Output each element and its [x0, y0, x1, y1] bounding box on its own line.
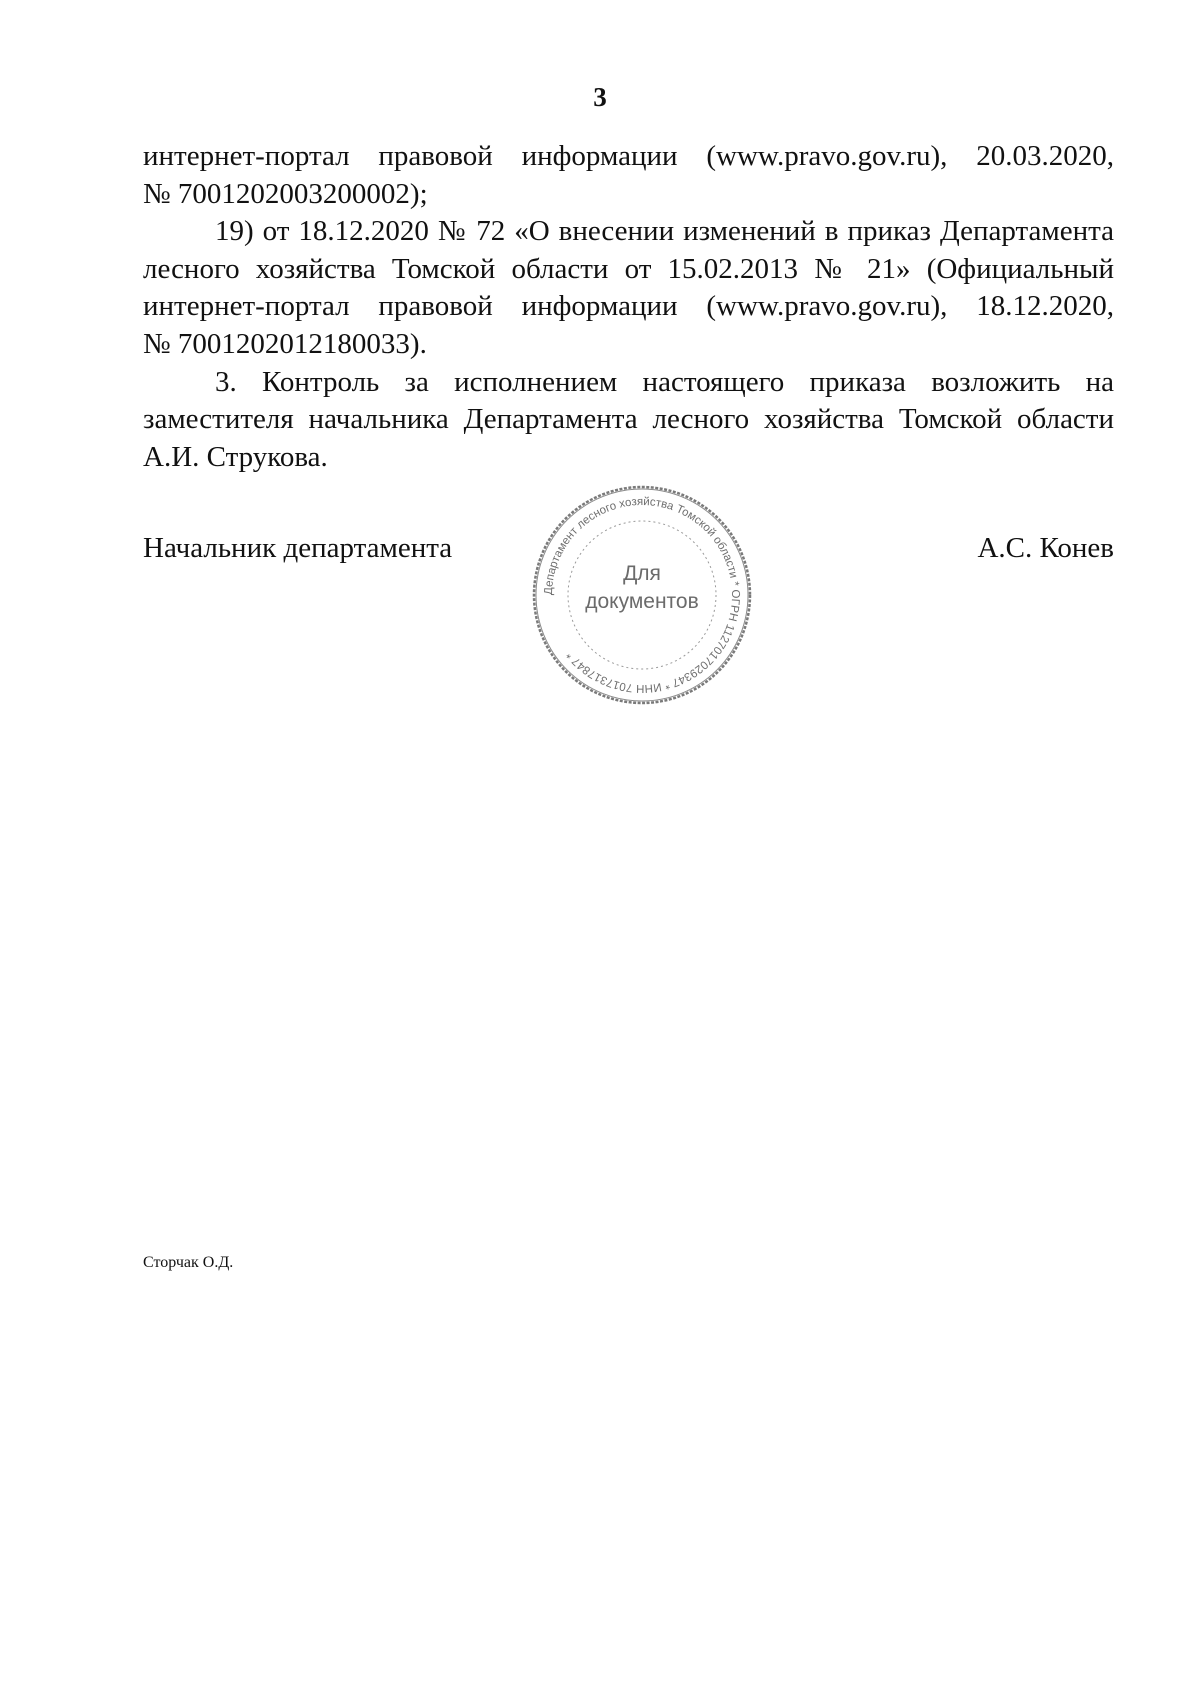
official-stamp: [527, 480, 757, 710]
paragraph-line: интернет-портал правовой информации (www.pravo.gov.ru), 20.03.2020,: [143, 140, 1114, 172]
stamp-ring-textpath: Департамент лесного хозяйства Томской области * ОГРН 1127017029347 * ИНН 7017317847 *: [542, 495, 742, 695]
stamp-center-line2: документов: [585, 590, 699, 613]
paragraph-item-19: 19) от 18.12.2020 № 72 «О внесении изменений в приказ Департамента лесного хозяйства Томской области от 15.02.2013 № 21» (Официальный интернет-портал правовой информации (www.pravo.gov.ru), 18.12.2020,: [143, 215, 1114, 323]
page-number: 3: [593, 82, 607, 112]
executor-name: Сторчак О.Д.: [143, 1254, 234, 1271]
signature-name: А.С. Конев: [977, 532, 1114, 564]
paragraph-item-3: 3. Контроль за исполнением настоящего приказа возложить на заместителя начальника Департамента лесного хозяйства Томской области А.И. Струкова.: [143, 365, 1114, 473]
stamp-center-text: [527, 560, 757, 616]
signature-title: Начальник департамента: [143, 532, 453, 564]
stamp-center-line1: Для: [623, 562, 661, 585]
paragraph-line: № 7001202012180033).: [143, 327, 427, 360]
paragraph-line: № 7001202003200002);: [143, 177, 428, 210]
document-body: [143, 138, 1114, 476]
